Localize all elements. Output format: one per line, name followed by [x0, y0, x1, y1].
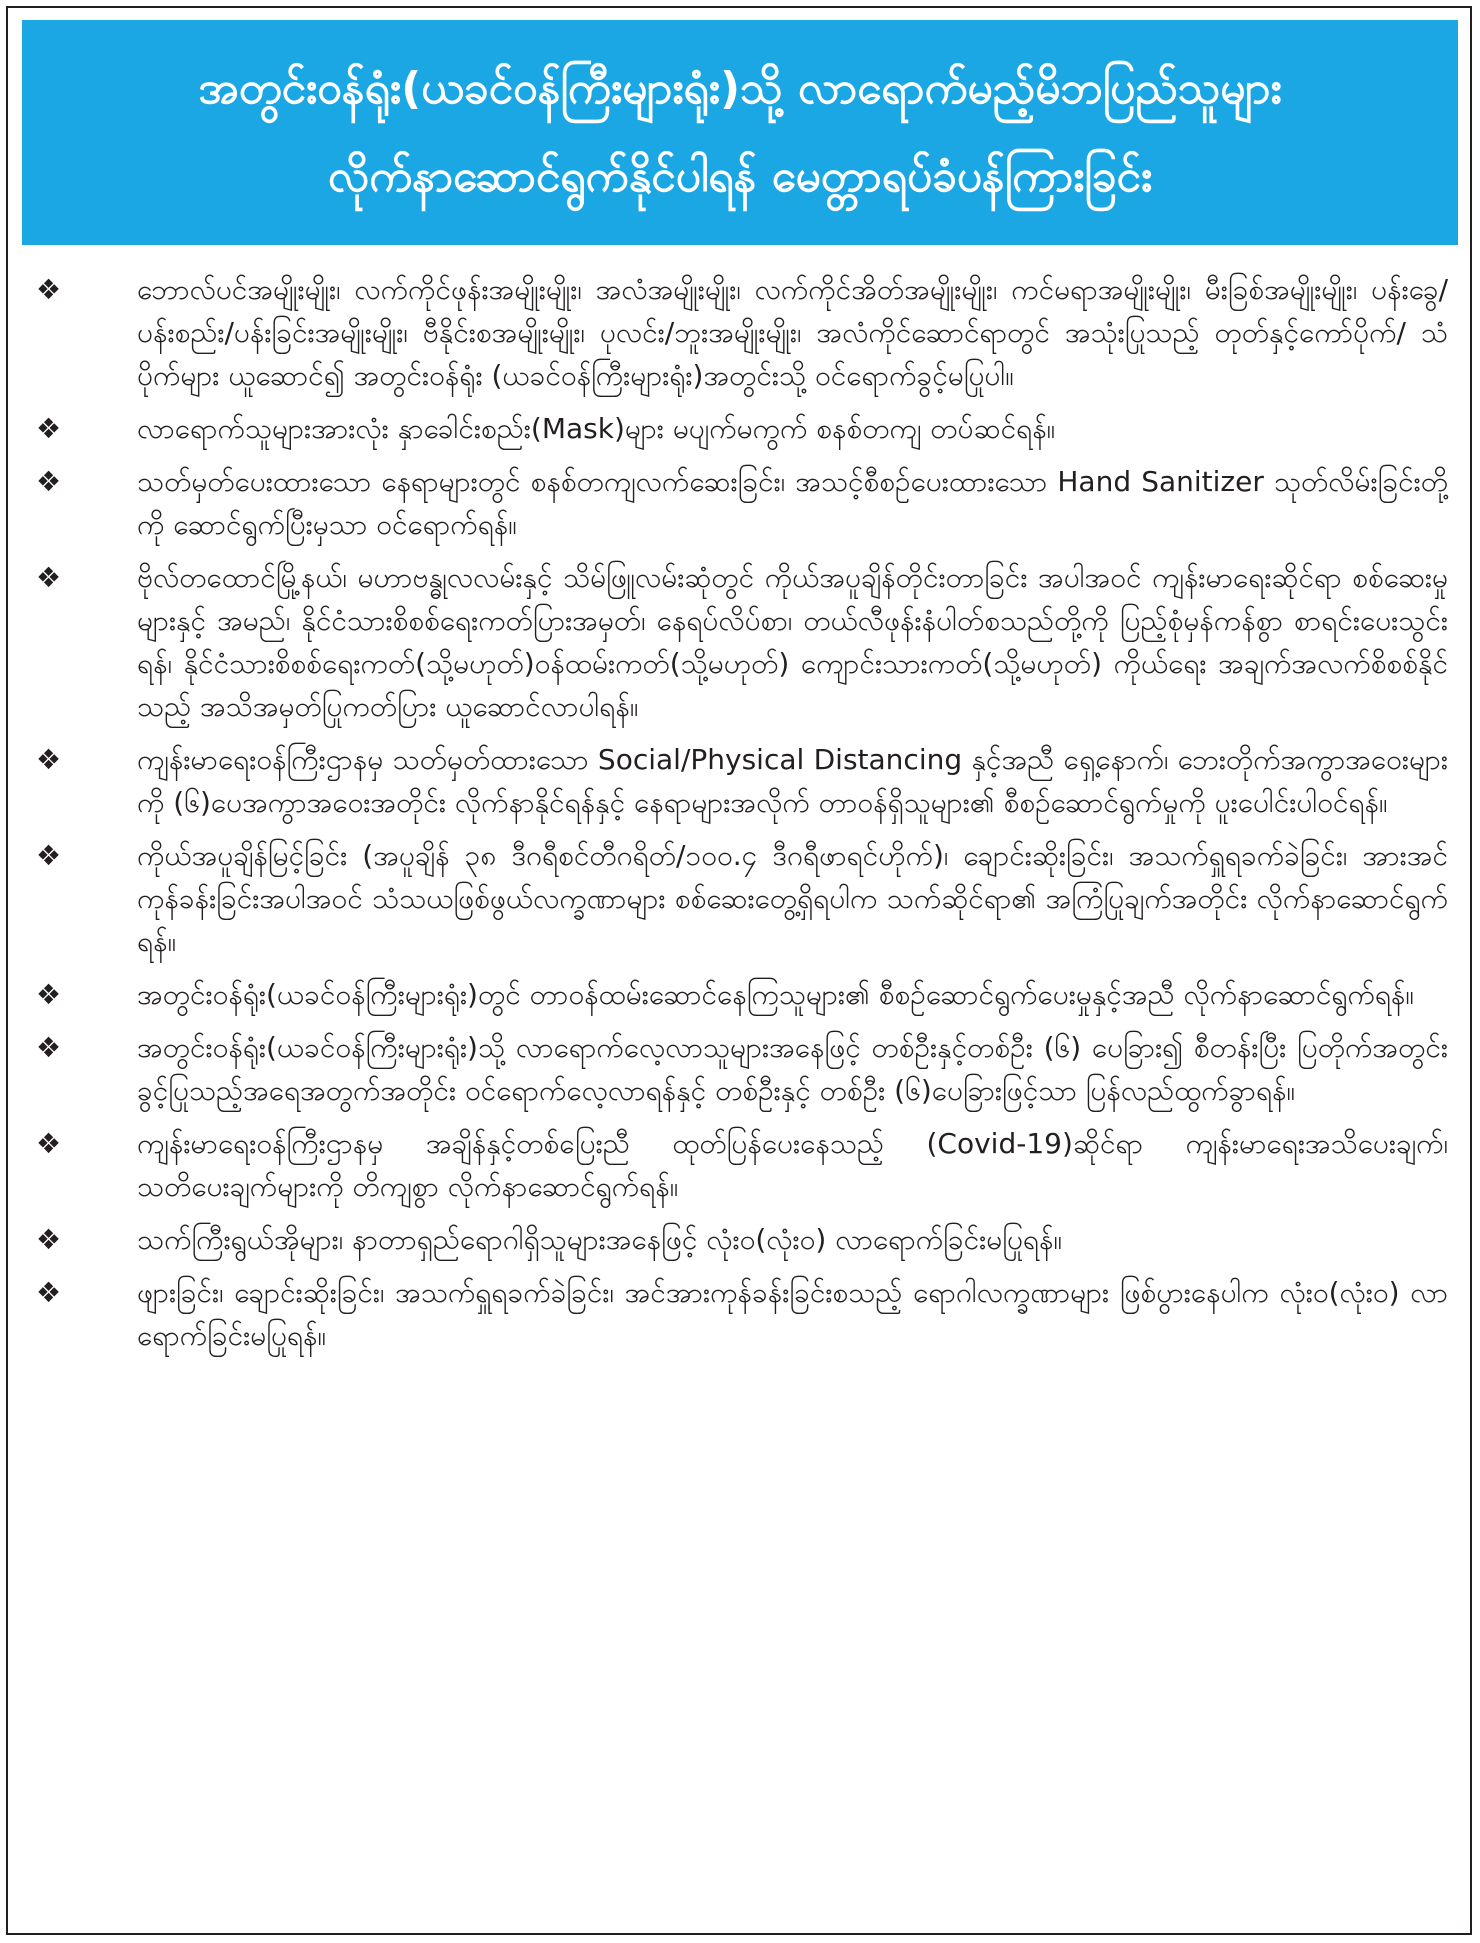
list-item — [22, 407, 1458, 450]
title-line-1: အတွင်းဝန်ရုံး(ယခင်ဝန်ကြီးများရုံး)သို့ လာရောက်မည့်မိဘပြည်သူများ — [198, 62, 1282, 114]
diamond-bullet-icon: ❖ — [36, 273, 62, 306]
list-item-text: သတ်မှတ်ပေးထားသော နေရာများတွင် စနစ်တကျလက်ဆေးခြင်း၊ အသင့်စီစဉ်ပေးထားသော Hand Sanitizer သုတ်လိမ်းခြင်းတို့ကို ဆောင်ရွက်ပြီးမှသာ ဝင်ရောက်ရန်။ — [137, 465, 1448, 541]
list-item — [22, 268, 1458, 397]
list-item — [22, 1271, 1458, 1357]
list-item — [22, 738, 1458, 824]
instruction-list — [22, 268, 1458, 1367]
list-item — [22, 556, 1458, 728]
diamond-bullet-icon: ❖ — [36, 561, 62, 594]
diamond-bullet-icon: ❖ — [36, 1276, 62, 1309]
list-item-text: ဗိုလ်တထောင်မြို့နယ်၊ မဟာဗန္ဓုလလမ်းနှင့် သိမ်ဖြူလမ်းဆုံတွင် ကိုယ်အပူချိန်တိုင်းတာခြင်း အပါအဝင် ကျန်းမာရေးဆိုင်ရာ စစ်ဆေးမှုများနှင့် အမည်၊ နိုင်ငံသားစိစစ်ရေးကတ်ပြားအမှတ်၊ နေရပ်လိပ်စာ၊ တယ်လီဖုန်းနံပါတ်စသည်တို့ကို ပြည့်စုံမှန်ကန်စွာ စာရင်းပေးသွင်းရန်၊ နိုင်ငံသားစိစစ်ရေးကတ်(သို့မဟုတ်)ဝန်ထမ်းကတ်(သို့မဟုတ်) ကျောင်းသားကတ်(သို့မဟုတ်) ကိုယ်ရေး အချက်အလက်စိစစ်နိုင်သည့် အသိအမှတ်ပြုကတ်ပြား ယူဆောင်လာပါရန်။ — [137, 561, 1448, 723]
list-item-text: အတွင်းဝန်ရုံး(ယခင်ဝန်ကြီးများရုံး)တွင် တာဝန်ထမ်းဆောင်နေကြသူများ၏ စီစဉ်ဆောင်ရွက်ပေးမှုနှင့်အညီ လိုက်နာဆောင်ရွက်ရန်။ — [137, 978, 1414, 1011]
diamond-bullet-icon: ❖ — [36, 1031, 62, 1064]
diamond-bullet-icon: ❖ — [36, 465, 62, 498]
list-item-text: ကျန်းမာရေးဝန်ကြီးဌာနမှ အချိန်နှင့်တစ်ပြေးညီ ထုတ်ပြန်ပေးနေသည့် (Covid-19)ဆိုင်ရာ ကျန်းမာရေးအသိပေးချက်၊ သတိပေးချက်များကို တိကျစွာ လိုက်နာဆောင်ရွက်ရန်။ — [137, 1127, 1448, 1203]
list-item — [22, 973, 1458, 1016]
list-item — [22, 1026, 1458, 1112]
list-item — [22, 1122, 1458, 1208]
title-banner — [22, 20, 1458, 245]
title-line-2: လိုက်နာဆောင်ရွက်နိုင်ပါရန် မေတ္တာရပ်ခံပန်ကြားခြင်း — [327, 150, 1153, 202]
list-item — [22, 460, 1458, 546]
list-item — [22, 1218, 1458, 1261]
list-item-text: ဘောလ်ပင်အမျိုးမျိုး၊ လက်ကိုင်ဖုန်းအမျိုးမျိုး၊ အလံအမျိုးမျိုး၊ လက်ကိုင်အိတ်အမျိုးမျိုး၊ ကင်မရာအမျိုးမျိုး၊ မီးခြစ်အမျိုးမျိုး၊ ပန်းခွေ/ပန်းစည်း/ပန်းခြင်းအမျိုးမျိုး၊ ဗီနိုင်းစအမျိုးမျိုး၊ ပုလင်း/ဘူးအမျိုးမျိုး၊ အလံကိုင်ဆောင်ရာတွင် အသုံးပြုသည့် တုတ်နှင့်ကော်ပိုက်/ သံပိုက်များ ယူဆောင်၍ အတွင်းဝန်ရုံး (ယခင်ဝန်ကြီးများရုံး)အတွင်းသို့ ဝင်ရောက်ခွင့်မပြုပါ။ — [137, 273, 1448, 392]
diamond-bullet-icon: ❖ — [36, 1223, 62, 1256]
list-item-text: လာရောက်သူများအားလုံး နှာခေါင်းစည်း(Mask)များ မပျက်မကွက် စနစ်တကျ တပ်ဆင်ရန်။ — [137, 412, 1056, 445]
diamond-bullet-icon: ❖ — [36, 978, 62, 1011]
list-item — [22, 834, 1458, 963]
diamond-bullet-icon: ❖ — [36, 412, 62, 445]
list-item-text: ဖျားခြင်း၊ ချောင်းဆိုးခြင်း၊ အသက်ရှူရခက်ခဲခြင်း၊ အင်အားကုန်ခန်းခြင်းစသည့် ရောဂါလက္ခဏာများ ဖြစ်ပွားနေပါက လုံးဝ(လုံးဝ) လာရောက်ခြင်းမပြုရန်။ — [137, 1276, 1448, 1352]
diamond-bullet-icon: ❖ — [36, 839, 62, 872]
list-item-text: ကိုယ်အပူချိန်မြင့်ခြင်း (အပူချိန် ၃၈ ဒီဂရီစင်တီဂရိတ်/၁၀၀.၄ ဒီဂရီဖာရင်ဟိုက်)၊ ချောင်းဆိုးခြင်း၊ အသက်ရှူရခက်ခဲခြင်း၊ အားအင်ကုန်ခန်းခြင်းအပါအဝင် သံသယဖြစ်ဖွယ်လက္ခဏာများ စစ်ဆေးတွေ့ရှိရပါက သက်ဆိုင်ရာ၏ အကြံပြုချက်အတိုင်း လိုက်နာဆောင်ရွက်ရန်။ — [137, 839, 1448, 958]
list-item-text: ကျန်းမာရေးဝန်ကြီးဌာနမှ သတ်မှတ်ထားသော Social/Physical Distancing နှင့်အညီ ရှေ့နောက်၊ ဘေးတိုက်အကွာအဝေးများကို (၆)ပေအကွာအဝေးအတိုင်း လိုက်နာနိုင်ရန်နှင့် နေရာများအလိုက် တာဝန်ရှိသူများ၏ စီစဉ်ဆောင်ရွက်မှုကို ပူးပေါင်းပါဝင်ရန်။ — [137, 743, 1448, 819]
list-item-text: သက်ကြီးရွယ်အိုများ၊ နာတာရှည်ရောဂါရှိသူများအနေဖြင့် လုံးဝ(လုံးဝ) လာရောက်ခြင်းမပြုရန်။ — [137, 1223, 1062, 1256]
list-item-text: အတွင်းဝန်ရုံး(ယခင်ဝန်ကြီးများရုံး)သို့ လာရောက်လေ့လာသူများအနေဖြင့် တစ်ဦးနှင့်တစ်ဦး (၆) ပေခြား၍ စီတန်းပြီး ပြတိုက်အတွင်း ခွင့်ပြုသည့်အရေအတွက်အတိုင်း ဝင်ရောက်လေ့လာရန်နှင့် တစ်ဦးနှင့် တစ်ဦး (၆)ပေခြားဖြင့်သာ ပြန်လည်ထွက်ခွာရန်။ — [137, 1031, 1448, 1107]
diamond-bullet-icon: ❖ — [36, 1127, 62, 1160]
diamond-bullet-icon: ❖ — [36, 743, 62, 776]
